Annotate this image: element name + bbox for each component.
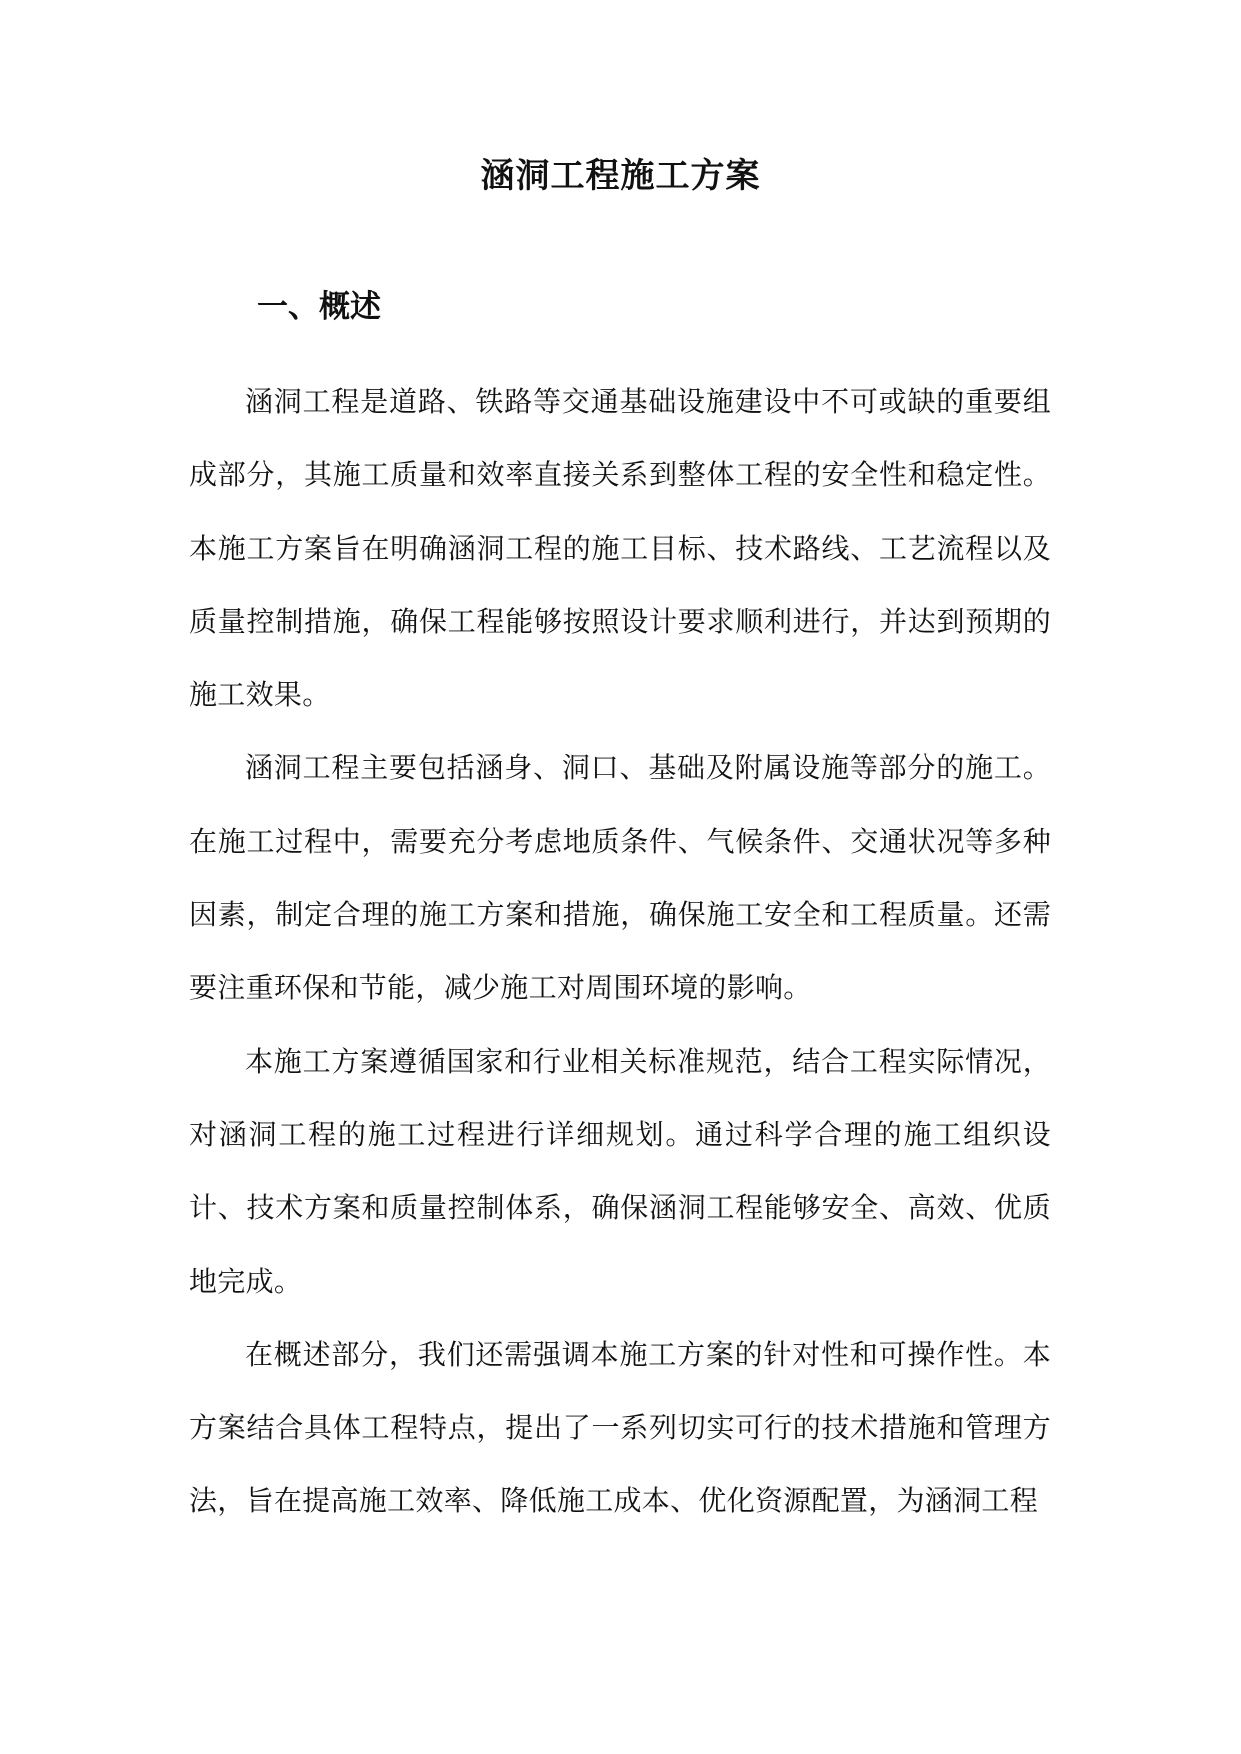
paragraph: 涵洞工程是道路、铁路等交通基础设施建设中不可或缺的重要组成部分，其施工质量和效率直接关系到整体工程的安全性和稳定性。本施工方案旨在明确涵洞工程的施工目标、技术路线、工艺流程以及质量控制措施，确保工程能够按照设计要求顺利进行，并达到预期的施工效果。	[189, 385, 1051, 712]
paragraph: 在概述部分，我们还需强调本施工方案的针对性和可操作性。本方案结合具体工程特点，提出了一系列切实可行的技术措施和管理方法，旨在提高施工效率、降低施工成本、优化资源配置，为涵洞工程	[189, 1337, 1051, 1518]
section-heading-overview: 一、概述	[257, 289, 381, 325]
body-text	[189, 365, 1051, 1538]
paragraph: 涵洞工程主要包括涵身、洞口、基础及附属设施等部分的施工。在施工过程中，需要充分考虑地质条件、气候条件、交通状况等多种因素，制定合理的施工方案和措施，确保施工安全和工程质量。还需要注重环保和节能，减少施工对周围环境的影响。	[189, 751, 1051, 1005]
document-title: 涵洞工程施工方案	[480, 156, 761, 196]
paragraph: 本施工方案遵循国家和行业相关标准规范，结合工程实际情况，对涵洞工程的施工过程进行详细规划。通过科学合理的施工组织设计、技术方案和质量控制体系，确保涵洞工程能够安全、高效、优质地完成。	[189, 1044, 1051, 1298]
